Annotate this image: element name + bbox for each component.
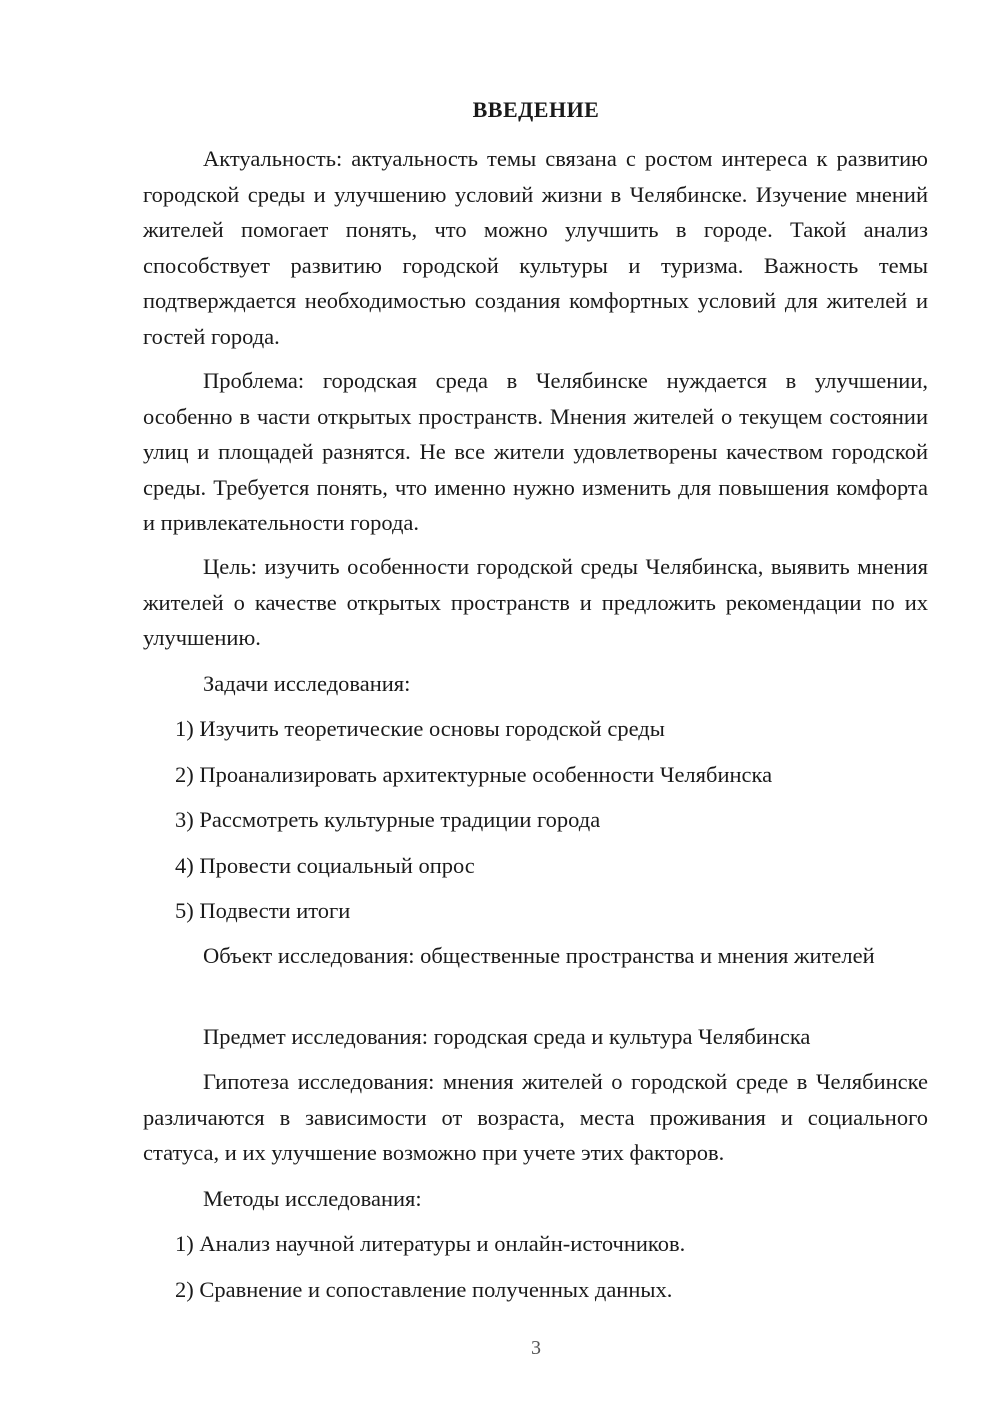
paragraph-problem: Проблема: городская среда в Челябинске нуждается в улучшении, особенно в части открытых пространств. Мнения жителей о текущем состоянии улиц и площадей разнятся. Не все жители удовлетворены качеством городской среды. Требуется понять, что именно нужно изменить для повышения комфорта и привлекательности города. — [143, 368, 928, 535]
task-item-3: 3) Рассмотреть культурные традиции города — [175, 807, 601, 832]
method-item-2: 2) Сравнение и сопоставление полученных данных. — [175, 1277, 673, 1302]
paragraph-subject: Предмет исследования: городская среда и культура Челябинска — [203, 1024, 811, 1049]
paragraph-hypothesis: Гипотеза исследования: мнения жителей о городской среде в Челябинске различаются в зависимости от возраста, места проживания и социального статуса, и их улучшение возможно при учете этих факторов. — [143, 1069, 928, 1165]
tasks-heading: Задачи исследования: — [203, 671, 411, 696]
task-item-1: 1) Изучить теоретические основы городской среды — [175, 716, 665, 741]
page-number: 3 — [531, 1337, 541, 1359]
paragraph-relevance: Актуальность: актуальность темы связана с ростом интереса к развитию городской среды и улучшению условий жизни в Челябинске. Изучение мнений жителей помогает понять, что можно улучшить в городе. Такой анализ способствует развитию городской культуры и туризма. Важность темы подтверждается необходимостью создания комфортных условий для жителей и гостей города. — [143, 146, 928, 349]
paragraph-goal: Цель: изучить особенности городской среды Челябинска, выявить мнения жителей о качестве открытых пространств и предложить рекомендации по их улучшению. — [143, 554, 928, 650]
methods-heading: Методы исследования: — [203, 1186, 422, 1211]
task-item-2: 2) Проанализировать архитектурные особенности Челябинска — [175, 762, 773, 787]
paragraph-object: Объект исследования: общественные пространства и мнения жителей — [203, 943, 875, 968]
task-item-5: 5) Подвести итоги — [175, 898, 351, 923]
page-title: ВВЕДЕНИЕ — [472, 97, 600, 122]
method-item-1: 1) Анализ научной литературы и онлайн-источников. — [175, 1231, 686, 1256]
task-item-4: 4) Провести социальный опрос — [175, 853, 475, 878]
